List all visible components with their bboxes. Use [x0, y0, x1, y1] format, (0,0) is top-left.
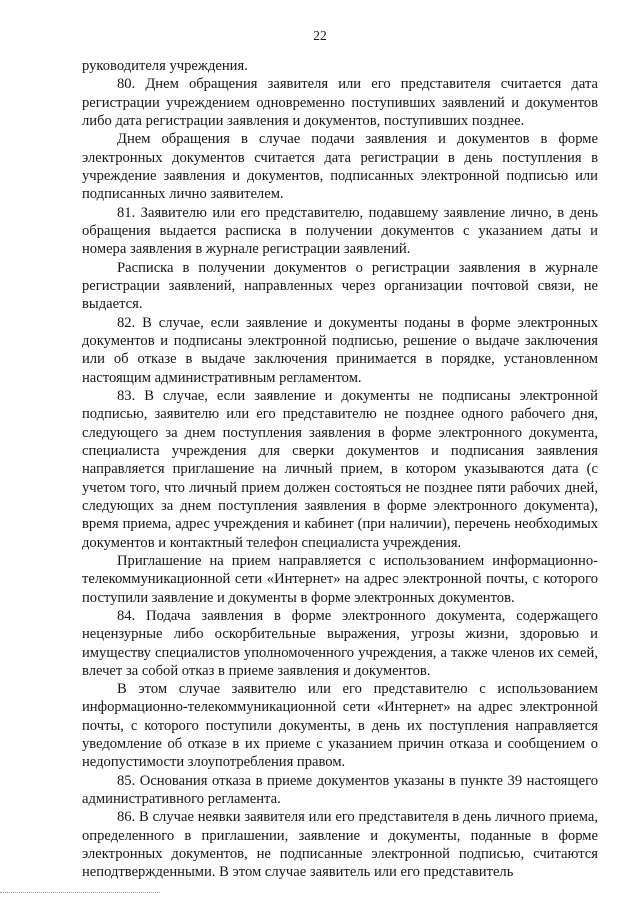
paragraph-84-notice: В этом случае заявителю или его представителю с использованием информационно-телекоммуникационной сети «Интернет» на адрес электронной почты, с которого поступили документы, в день их поступления направляется уведомление об отказе в их приеме с указанием причин отказа и сообщением о недопустимости злоупотребления правом.	[82, 681, 598, 771]
paragraph-85: 85. Основания отказа в приеме документов указаны в пункте 39 настоящего административного регламента.	[82, 772, 598, 808]
paragraph-81: 81. Заявителю или его представителю, подавшему заявление лично, в день обращения выдается расписка в получении документов с указанием даты и номера заявления в журнале регистрации заявлений.	[82, 204, 598, 258]
page-number: 22	[313, 28, 327, 43]
paragraph-82: 82. В случае, если заявление и документы поданы в форме электронных документов и подписаны электронной подписью, решение о выдаче заключения или об отказе в выдаче заключения принимается в порядке, установленном настоящим административным регламентом.	[82, 314, 598, 386]
paragraph-84: 84. Подача заявления в форме электронного документа, содержащего нецензурные либо оскорбительные выражения, угрозы жизни, здоровью и имуществу специалистов уполномоченного учреждения, а также членов их семей, влечет за собой отказ в приеме заявления и документов.	[82, 607, 598, 679]
paragraph-83-invitation: Приглашение на прием направляется с использованием информационно-телекоммуникационной сети «Интернет» на адрес электронной почты, с которого поступили заявление и документы в форме электронных документов.	[82, 552, 598, 606]
document-body	[82, 57, 598, 882]
bottom-dotted-rule	[0, 892, 160, 893]
paragraph-81-postal: Расписка в получении документов о регистрации заявления в журнале регистрации заявлений, направленных через организации почтовой связи, не выдается.	[82, 259, 598, 313]
paragraph-80: 80. Днем обращения заявителя или его представителя считается дата регистрации учреждением одновременно поступивших заявлений и документов либо дата регистрации заявления и документов, поступивших позднее.	[82, 76, 598, 129]
paragraph-86: 86. В случае неявки заявителя или его представителя в день личного приема, определенного в приглашении, заявление и документы, поданные в форме электронных документов, не подписанные электронной подписью, считаются неподтвержденными. В этом случае заявитель или его представитель	[82, 809, 598, 881]
paragraph-continuation: руководителя учреждения.	[82, 58, 248, 74]
paragraph-80-electronic: Днем обращения в случае подачи заявления и документов в форме электронных документов считается дата регистрации в день поступления в учреждение заявления и документов, подписанных электронной подписью или подписанных лично заявителем.	[82, 131, 598, 203]
paragraph-83: 83. В случае, если заявление и документы не подписаны электронной подписью, заявителю или его представителю не позднее одного рабочего дня, следующего за днем поступления заявления в форме электронного документа, специалиста учреждения для сверки документов и подписания заявления направляется приглашение на личный прием, в котором указываются дата (с учетом того, что личный прием должен состояться не позднее пяти рабочих дней, следующих за днем поступления заявления в форме электронного документа), время приема, адрес учреждения и кабинет (при наличии), перечень необходимых документов и контактный телефон специалиста учреждения.	[82, 387, 598, 551]
